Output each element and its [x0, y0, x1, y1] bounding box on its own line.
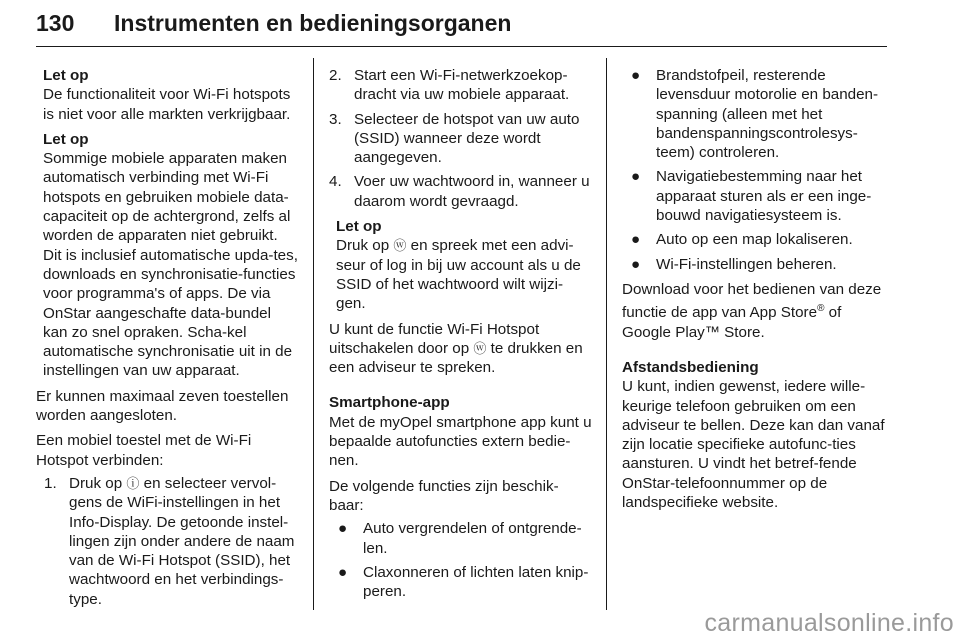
section-heading-smartphone-app: Smartphone-app — [329, 394, 450, 412]
note-text: De functionaliteit voor Wi-Fi hotspots is niet voor alle markten verkrijgbaar. — [43, 86, 291, 123]
onstar-button-icon: ⓦ — [473, 340, 487, 356]
list-item-text: Auto vergrendelen of ontgrende-len. — [363, 520, 582, 557]
section-heading-remote-control: Afstandsbediening — [622, 358, 759, 376]
bullet: ● — [631, 231, 641, 249]
info-button-icon: ⓘ — [126, 475, 140, 491]
step-item — [329, 66, 592, 105]
note-heading: Let op — [336, 218, 382, 236]
note-change-ssid — [336, 217, 592, 313]
step-item — [329, 172, 592, 211]
function-list-continued — [622, 66, 888, 274]
step-number: 2. — [329, 67, 342, 84]
list-item-text: Brandstofpeil, resterende levensduur motorolie en banden-spanning (alleen met het bandenspanningscontrolesys-teem) controleren. — [656, 67, 879, 162]
step-text: Voer uw wachtwoord in, wanneer u daarom wordt gevraagd. — [354, 173, 590, 210]
list-item — [329, 563, 592, 602]
list-item — [622, 230, 888, 249]
registered-mark: ® — [817, 303, 825, 315]
step-text-pre: Druk op — [69, 474, 123, 492]
paragraph-download-app — [622, 280, 888, 342]
bullet: ● — [631, 67, 641, 84]
list-item-text: Auto op een map lokaliseren. — [656, 231, 853, 249]
list-item — [622, 66, 888, 162]
page-title: Instrumenten en bedieningsorganen — [114, 10, 512, 36]
paragraph-disable-hotspot — [329, 320, 592, 378]
bullet: ● — [338, 563, 348, 581]
list-intro: De volgende functies zijn beschik-baar: — [329, 477, 559, 514]
note-mobile-data — [43, 130, 298, 381]
note-wifi-availability — [43, 66, 298, 124]
step-text-post: en selecteer vervol-gens de WiFi-instellingen in het Info-Display. De getoonde instel-lingen zijn onder andere de naam van de Wi-Fi Hotspot (SSID), het wachtwoord en het verbindings-type. — [69, 474, 295, 608]
onstar-button-icon: ⓦ — [393, 238, 407, 254]
list-item — [329, 519, 592, 558]
paragraph-max-devices: Er kunnen maximaal zeven toestellen worden aangesloten. — [36, 387, 289, 425]
column-2 — [329, 66, 592, 606]
paragraph-text-pre: Download voor het bedienen van deze functie de app van App Store — [622, 280, 882, 322]
column-1 — [36, 66, 298, 614]
paragraph-text-pre: U kunt de functie Wi-Fi Hotspot uitschakelen door op — [329, 320, 540, 357]
page-header — [36, 4, 887, 47]
note-heading: Let op — [43, 130, 89, 148]
column-divider-2 — [606, 58, 607, 610]
section-text: Met de myOpel smartphone app kunt u bepaalde autofuncties extern bedie-nen. — [329, 413, 592, 470]
paragraph-text-post: of Google Play™ Store. — [622, 304, 842, 341]
column-3 — [622, 66, 888, 512]
step-item — [329, 110, 592, 168]
function-list — [329, 519, 592, 601]
list-item-text: Navigatiebestemming naar het apparaat sturen als er een inge-bouwd navigatiesysteem is. — [656, 168, 872, 225]
connect-steps-continued — [329, 66, 592, 211]
note-text: Sommige mobiele apparaten maken automatisch verbinding met Wi-Fi hotspots en gebruiken mobiele data-capaciteit op de achtergrond, zelfs al worden de apparaten niet gebruikt. Dit is inclusief automatische upda-tes, downloads en synchronisatie-functies voor programma's of apps. De via OnStar aangeschafte data-bundel kan zo snel opraken. Scha-kel automatische synchronisatie uit in de instellingen van uw apparaat. — [43, 150, 298, 380]
bullet: ● — [338, 520, 348, 538]
list-item-text: Wi-Fi-instellingen beheren. — [656, 255, 837, 273]
note-heading: Let op — [43, 67, 89, 84]
step-number: 4. — [329, 173, 342, 191]
paragraph-connect-intro: Een mobiel toestel met de Wi-Fi Hotspot verbinden: — [36, 432, 252, 469]
step-item — [44, 474, 298, 609]
list-item-text: Claxonneren of lichten laten knip-peren. — [363, 563, 589, 601]
list-item — [622, 255, 888, 274]
step-number: 1. — [44, 474, 57, 492]
step-text: Selecteer de hotspot van uw auto (SSID) wanneer deze wordt aangegeven. — [354, 110, 580, 167]
bullet: ● — [631, 168, 641, 186]
note-text-pre: Druk op — [336, 237, 390, 255]
watermark: carmanualsonline.info — [704, 609, 954, 637]
paragraph-text-post: te drukken en een adviseur te spreken. — [329, 339, 583, 377]
list-item — [622, 167, 888, 225]
connect-steps — [36, 474, 298, 609]
step-number: 3. — [329, 110, 342, 128]
note-text — [336, 236, 592, 313]
step-text: Start een Wi-Fi-netwerkzoekop-dracht via uw mobiele apparaat. — [354, 67, 570, 104]
bullet: ● — [631, 255, 641, 273]
column-divider-1 — [313, 58, 314, 610]
page-number: 130 — [36, 10, 75, 36]
section-text: U kunt, indien gewenst, iedere wille-keurige telefoon gebruiken om een adviseur te bellen. Deze kan dan vanaf zijn locatie specifieke autofunc-ties aansturen. U vindt het betref-fende OnStar-telefoonnummer op de landspecifieke website. — [622, 378, 885, 511]
note-text-post: en spreek met een advi-seur of log in bij uw account als u de SSID of het wachtwoord wilt wijzi-gen. — [336, 237, 581, 313]
